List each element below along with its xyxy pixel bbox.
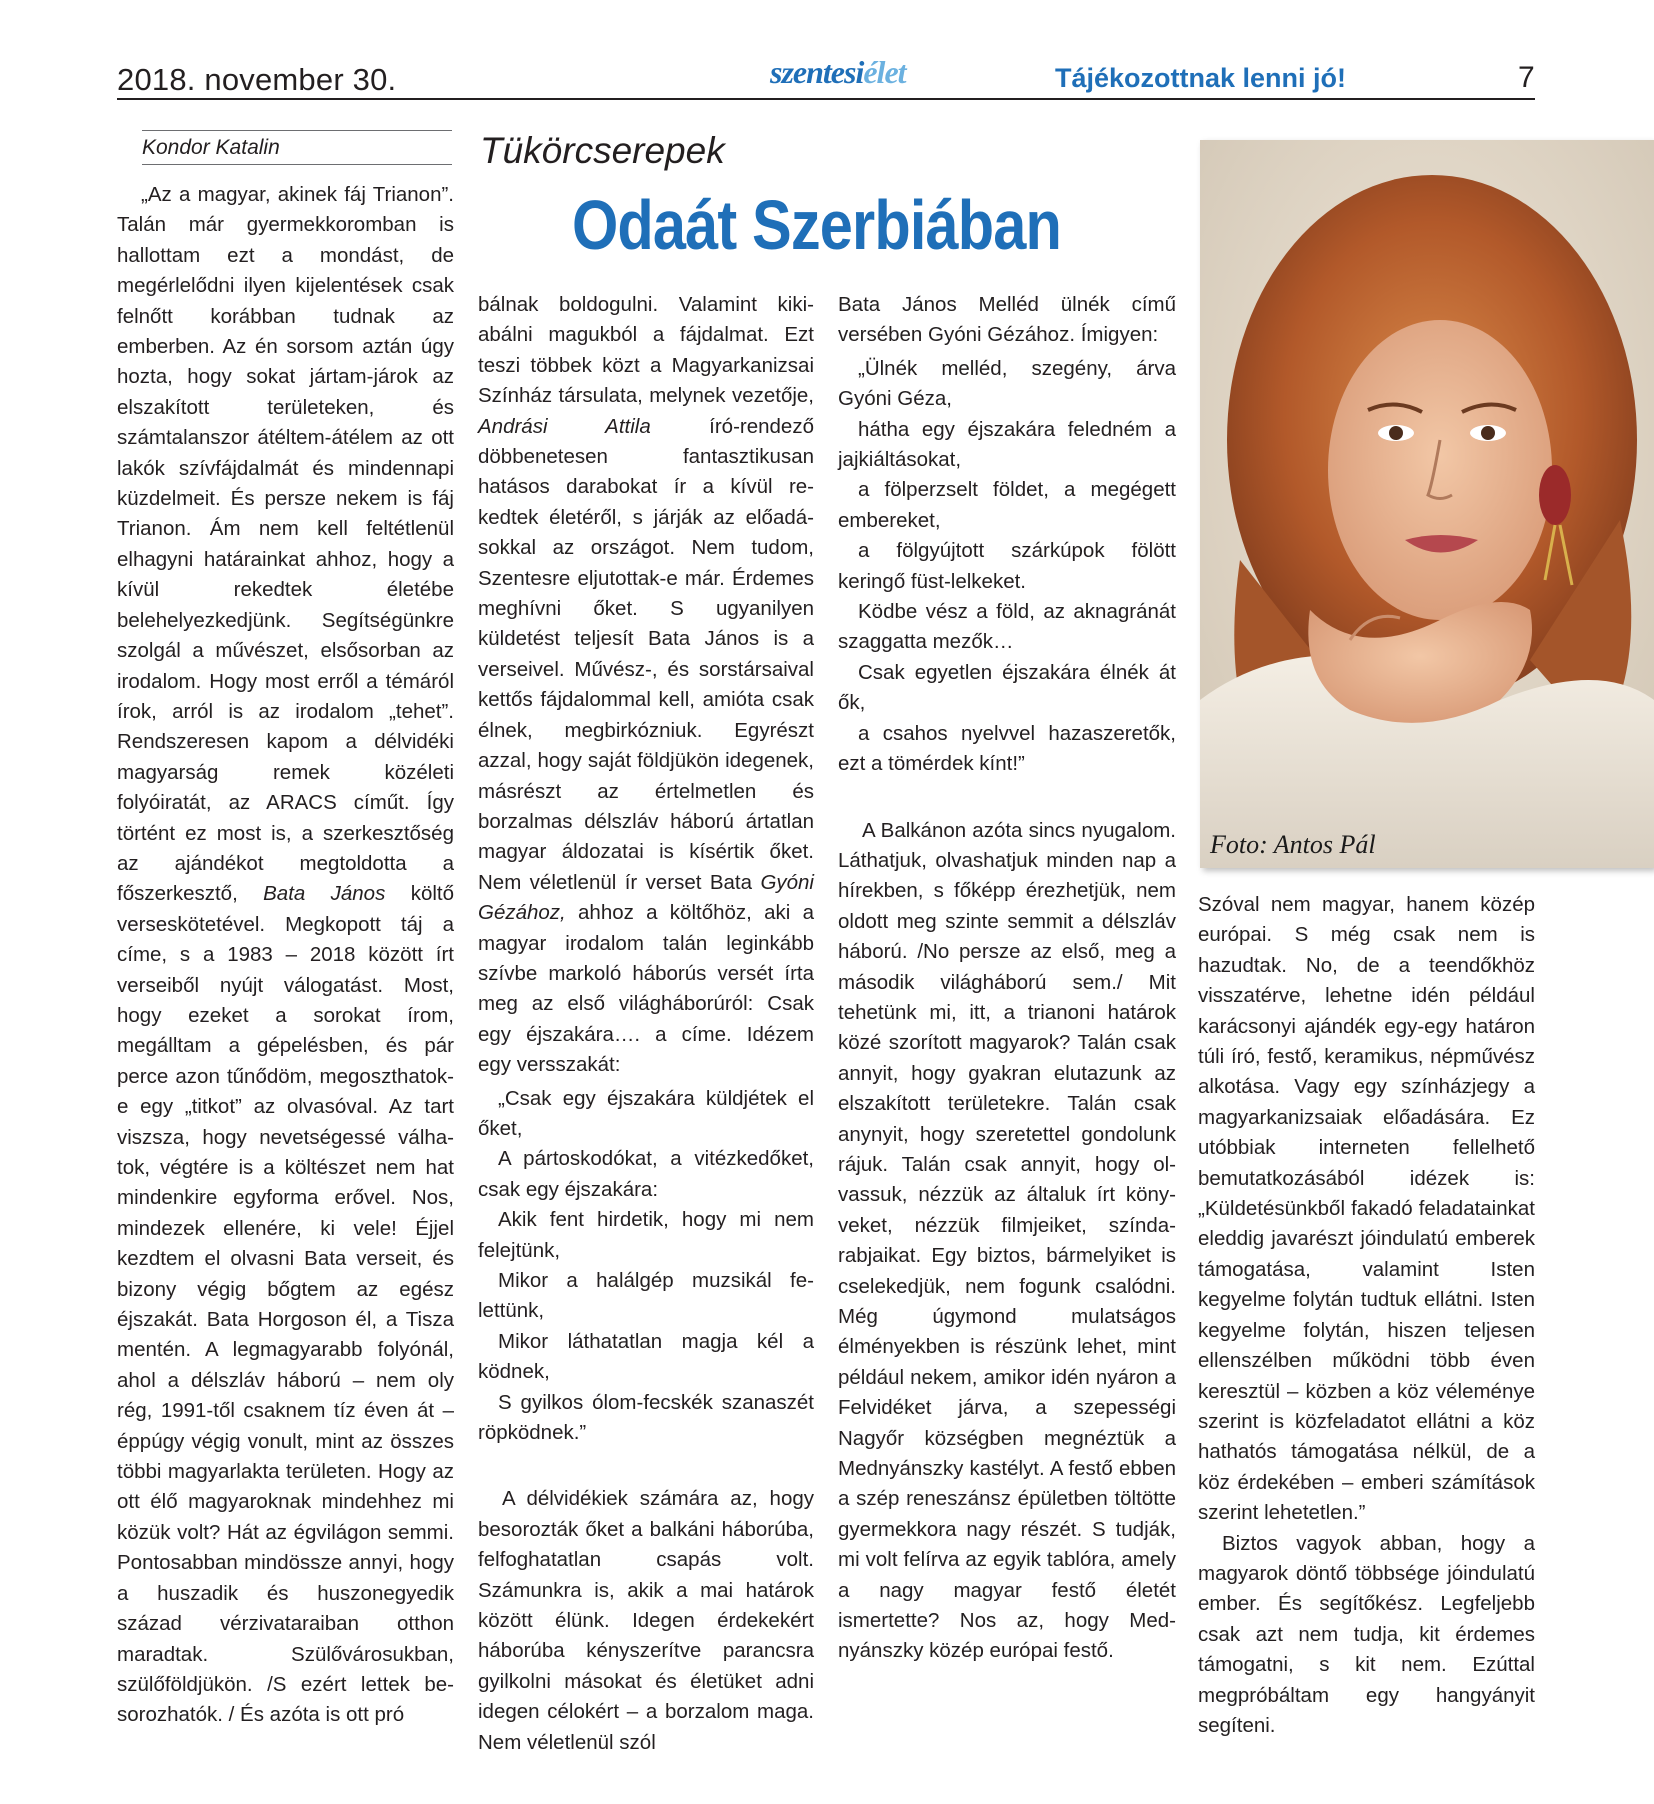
article-kicker: Tükörcserepek xyxy=(480,130,725,171)
poem-line: A pártoskodókat, a vitézkedőket, csak egy éjszakára: xyxy=(478,1147,814,1201)
logo-part-1: szentesi xyxy=(770,54,864,90)
issue-date: 2018. november 30. xyxy=(117,62,397,97)
poem-line: Mikor láthatatlan magja kél a ködnek, xyxy=(478,1329,814,1384)
paragraph-text: ahhoz a költőhöz, aki a magyar irodalom talán leginkább szívbe markoló háborús versét írta meg az első világháborúról: Csak egy éjszakára…. a címe. Idézem egy versszakát: xyxy=(478,901,814,1077)
poem-line: Ködbe vész a föld, az aknagránát szaggatta mezők… xyxy=(838,600,1176,654)
portrait-photo xyxy=(1200,140,1654,868)
author-rule-top xyxy=(142,130,452,131)
author-rule-bottom xyxy=(142,164,452,165)
author-name-gyoni: Gyóni Gézához, xyxy=(478,870,814,925)
article-headline: Odaát Szerbiában xyxy=(572,186,1061,264)
paragraph: Bata János Melléd ülnék című versében Gyóni Gézához. Ímigyen: xyxy=(838,293,1176,347)
poem-line: S gyilkos ólom-fecskék szanaszét röpködnek.” xyxy=(478,1390,814,1445)
paragraph: Szóval nem magyar, hanem közép európai. S még csak nem is hazudtak. No, de a teendőkhöz visszatérve, lehetne idén például karácsonyi ajándék egy-egy határon túli író, festő, keramikus, népművész alkotása. Vagy egy színházjegy a magyarkanizsaiak előadására. Ez utóbbiak interneten fellelhető bemutatkozásából idézek is: „Küldetésünkből fakadó feladatainkat eleddig javarészt jóindulatú emberek támogatása, valamint Isten kegyelme folytán tudtuk ellátni. Isten kegyelme folytán, hiszen teljesen ellenszélben működni több éven keresztül – közben a köz véleménye szerint is közfeladatot ellátni a köz hathatós támogatása nélkül, de a köz érdekében – emberi számítások szerint lehetetlen.” xyxy=(1198,893,1535,1525)
poem-line: Mikor a halálgép muzsikál felettünk, xyxy=(478,1269,814,1323)
poem-line: hátha egy éjszakára feledném a jajkiáltásokat, xyxy=(838,417,1176,472)
text-column-4 xyxy=(1198,890,1535,1790)
poem-line: Akik fent hirdetik, hogy mi nem felejtünk, xyxy=(478,1208,814,1262)
portrait-illustration xyxy=(1200,140,1654,868)
text-column-1 xyxy=(117,180,454,1790)
author-name-bata: Bata János xyxy=(263,882,386,906)
paragraph: A délvidékiek számára az, hogy besorozták őket a balkáni háborúba, felfoghatatlan csapás volt. Számunkra is, akik a mai határok között élünk. Idegen érdekekért háborúba kényszerítve parancsra gyilkolni másokat és életüket adni idegen célokért – a borzalom maga. Nem véletlenül szól xyxy=(478,1487,814,1754)
paragraph-text: bálnak boldogulni. Valamint kikiabálni magukból a fájdalmat. Ezt teszi többek közt a Magyarkanizsai Színház társulata, melynek vezetője, xyxy=(478,293,814,408)
poem-line: „Csak egy éjszakára küldjétek el őket, xyxy=(478,1086,814,1140)
author-name-andrasi: Andrási Attila xyxy=(478,414,651,438)
paragraph-text: költő verseskötetével. Megkopott táj a címe, s a 1983 – 2018 között írt verseiből nyújt válogatást. Most, hogy ezeket a sorokat írom, megálltam a gépelésben, és pár perce azon tűnődöm, megoszthatok-e egy „titkot” az olvasóval. Az tart viszsza, hogy nevetségessé válhatok, végtére is a költészet nem hat mindenkire egyforma erővel. Nos, mindezek ellenére, ki vele! Éjjel kezdtem el olvasni Bata verseit, és bizony végig bőgtem az egész éjszakát. Bata Horgoson él, a Tisza mentén. A legmagyarabb folyónál, ahol a délszláv háború – nem oly rég, 1991-től csaknem tíz éven át – éppúgy végig vonult, mint az összes többi magyarlakta területen. Hogy az ott élő magyaroknak mindehhez mi közük volt? Hát az égvilágon semmi. Pontosabban mindössze annyi, hogy a huszadik és huszonegyedik század vérzivataraiban otthon maradtak. Szülővárosukban, szülőföldjükön. /S ezért lettek besorozhatók. / És azóta is ott pró xyxy=(117,882,454,1727)
article-author: Kondor Katalin xyxy=(142,136,280,159)
paragraph xyxy=(117,180,454,1731)
poem-line: a fölperzselt földet, a megégett embereket, xyxy=(838,478,1176,532)
logo-part-2: élet xyxy=(863,54,906,90)
text-column-2 xyxy=(478,290,814,1790)
header-rule xyxy=(117,98,1535,100)
poem-line: Csak egyetlen éjszakára élnék át ők, xyxy=(838,660,1176,715)
paragraph-text: író-rendező döbbenetesen fantasztikusan hatásos darabokat ír a kívül rekedtek életéről, s járják az előadásokkal az országot. Nem tudom, Szentesre eljutottak-e már. Érdemes meghívni őket. S ugyanilyen küldetést teljesít Bata János is a verseivel. Művész-, és sorstársaival kettős fájdalommal kell, amióta csak élnek, megbirkózniuk. Egyrészt azzal, hogy saját földjükön idegenek, másrészt az értelmetlen és borzalmas délszláv háború ártatlan magyar áldozatai is kísértik őket. Nem véletlenül ír verset Bata xyxy=(478,414,814,894)
poem-line: a csahos nyelvvel hazaszeretők, ezt a tömérdek kínt!” xyxy=(838,721,1176,776)
poem-quote-1 xyxy=(478,1084,814,1449)
paragraph xyxy=(478,290,814,1081)
poem-quote-2 xyxy=(838,354,1176,780)
photo-credit-signature: Foto: Antos Pál xyxy=(1210,830,1376,859)
paragraph: Biztos vagyok abban, hogy a magyarok döntő többsége jóindulatú ember. És segítőkész. Legfeljebb csak azt nem tudja, kit érdemes támogatni, s kit nem. Ezúttal megpróbáltam egy hangyányit segíteni. xyxy=(1198,1531,1535,1737)
page-number: 7 xyxy=(1518,61,1535,94)
paragraph: A Balkánon azóta sincs nyugalom. Láthatjuk, olvashatjuk minden nap a hírekben, s főképp érezhetjük, nem oldott meg szinte semmit a délszláv háború. /No persze az első, meg a második világháború sem./ Mit tehetünk mi, itt, a trianoni határok közé szorított magyarok? Talán csak annyit, hogy gyakran elutazunk az elszakított területekre. Talán csak anynyit, hogy szeretettel gondolunk rájuk. Talán csak annyit, hogy olvassuk, nézzük az általuk írt könyveket, nézzük filmjeiket, színdarabjaikat. Egy biztos, bármelyiket is cselekedjük, nem fogunk csalódni. Még úgymond mulatságos élményekben is részünk lehet, mint például nekem, amikor idén nyáron a Felvidéket járva, a szepességi Nagyőr községben megnéztük a Mednyánszky kastélyt. A festő ebben a szép reneszánsz épületben töltötte gyermekkora nagy részét. S tudják, mi volt felírva az egyik tablóra, amely a nagy magyar festő életét ismertette? Nos az, hogy Mednyánszky közép európai festő. xyxy=(838,818,1176,1663)
newspaper-logo xyxy=(770,54,906,91)
newspaper-slogan: Tájékozottnak lenni jó! xyxy=(1055,63,1347,93)
page-header xyxy=(0,0,1654,110)
poem-line: „Ülnék melléd, szegény, árva Gyóni Géza, xyxy=(838,356,1176,411)
text-column-3 xyxy=(838,290,1176,1790)
paragraph-text: „Az a magyar, akinek fáj Trianon”. Talán már gyermekkoromban is hallottam ezt a mondást, de megérlelődni ilyen kijelentések csak felnőtt korábban tudnak az emberben. Az én sorsom aztán úgy hozta, hogy sokat jártam-járok az elszakított területeken, és számtalanszor átéltem-átélem az ott lakók szívfájdalmát és mindennapi küzdelmeit. És persze nekem is fáj Trianon. Ám nem kell feltétlenül elhagyni határainkat ahhoz, hogy a kívül rekedtek életébe belehelyezkedjünk. Segítségünkre szolgál a művészet, elsősorban az irodalom. Hogy most erről a témáról írok, arról is az irodalom „tehet”. Rendszeresen kapom a délvidéki magyarság remek közéleti folyóiratát, az ARACS címűt. Így történt ez most is, a szerkesztőség az ajándékot megtoldotta a főszerkesztő, xyxy=(117,183,454,906)
poem-line: a fölgyújtott szárkúpok fölött keringő füst-lelkeket. xyxy=(838,539,1176,593)
